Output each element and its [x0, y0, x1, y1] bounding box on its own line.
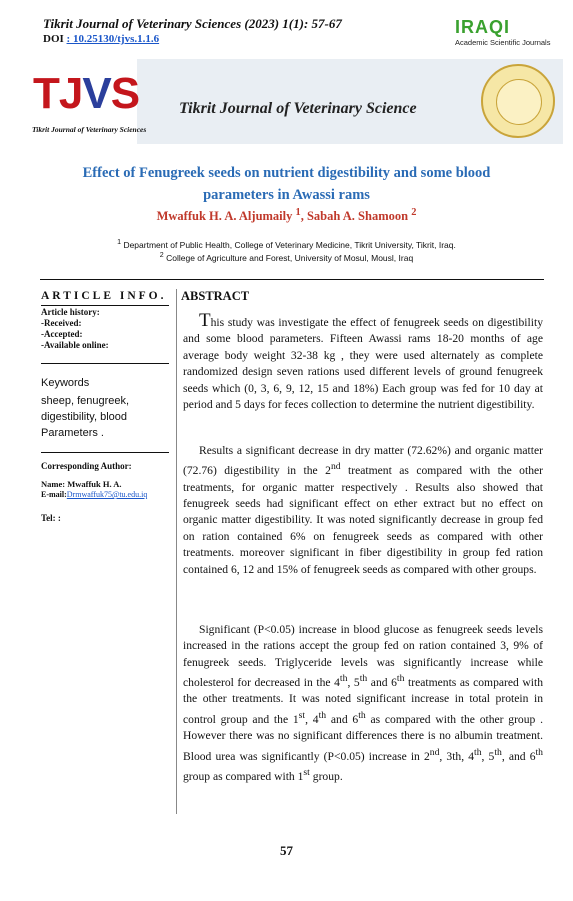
logo-letter-v: V: [82, 69, 111, 118]
corresponding-author-email: E-mail:Drmwaffuk75@tu.edu.iq: [41, 490, 148, 499]
affiliation-2: $^2$ College of Agriculture and Forest, University of Mosul, Mousl, Iraq: [159, 251, 414, 263]
iraqi-logo-subtitle: Academic Scientific Journals: [455, 38, 551, 47]
author-list: Mwaffuk H. A. Aljumaily $^1$, Sabah A. Shamoon $^2$: [156, 207, 417, 224]
doi-label: DOI: [43, 33, 64, 45]
banner-title: Tikrit Journal of Veterinary Science: [179, 100, 417, 117]
corresponding-author-heading: Corresponding Author:: [41, 461, 132, 471]
journal-banner: [29, 59, 563, 144]
author-1: Mwaffuk H. A. Aljumaily: [156, 209, 296, 224]
page-number: 57: [280, 843, 293, 858]
abstract-paragraph-3: Significant (P<0.05) increase in blood glucose as fenugreek seeds levels increased in the rations accept the group fed on ration contained 3, 9% of fenugreek seeds. Triglyceride levels was significantly increase while cholesterol for decreased in the 4th, 5th and 6th treatments as compared with the other treatments. It was noted significant increase in total protein in control group and the 1st, 4th and 6th as compared with the other group . However there was no significant differences there is no albumin treatment. Blood urea was significantly (P<0.05) increase in 2nd, 3th, 4th, 5th, and 6th group as compared with 1st group.: [183, 623, 544, 783]
article-info-panel: [41, 290, 169, 351]
logo-letter-t: T: [33, 69, 59, 118]
abstract-heading: ABSTRACT: [181, 289, 250, 303]
abstract-paragraph-2: Results a significant decrease in dry matter (72.62%) and organic matter (72.76) digestibility in the 2nd treatment as compared with the other treatments, for organic matter respectively . Results also showed that fenugreek seeds had significant effect on ether extract but no effect on organic matter digestibility. It was noted significantly decrease in group fed on ration contained 6% on fenugreek seeds as compared with other treatments. moreover significant in fiber digestibility in group fed ration contained 6, 12 and 15% of fenugreek seeds as compared with other groups.: [183, 444, 543, 576]
section-divider: [40, 279, 544, 280]
column-divider: [176, 289, 177, 814]
university-seal-icon: [481, 64, 555, 138]
article-info-heading: ARTICLE INFO.: [41, 290, 167, 302]
affiliation-1: $^1$ Department of Public Health, College of Veterinary Medicine, Tikrit University, Tikrit, Iraq.: [117, 238, 456, 250]
journal-citation: Tikrit Journal of Veterinary Sciences (2023) 1(1): 57-67: [43, 16, 342, 31]
keywords-list: sheep, fenugreek, digestibility, blood Parameters .: [41, 395, 130, 439]
doi-link[interactable]: : 10.25130/tjvs.1.1.6: [66, 33, 160, 45]
doi-line: [43, 33, 159, 45]
tjvs-logo-letters: [33, 65, 139, 123]
corresponding-author-tel: Tel: :: [41, 513, 61, 523]
paper-title-line1: Effect of Fenugreek seeds on nutrient digestibility and some blood: [82, 165, 491, 181]
logo-letter-j: J: [58, 69, 83, 118]
corresponding-author-name: Name: Mwaffuk H. A.: [41, 479, 122, 489]
logo-letter-s: S: [110, 69, 140, 118]
paper-title-line2: parameters in Awassi rams: [203, 187, 370, 203]
tjvs-logo-caption: Tikrit Journal of Veterinary Sciences: [32, 125, 147, 134]
email-link[interactable]: Drmwaffuk75@tu.edu.iq: [66, 490, 148, 499]
article-history: Article history: -Received: -Accepted: -Available online:: [41, 307, 109, 350]
tjvs-logo: [29, 59, 147, 144]
abstract-paragraph-1: This study was investigate the effect of fenugreek seeds on digestibility and some blood parameters. Fifteen Awassi rams 18-20 months of age average body weight 32-38 kg , they were used alternately as complete randomized design seven rations used different levels of ground fenugreek seeds which (0, 3, 6, 9, 12, 15 and 18%) Each group was fed for 10 day at period and 5 days for feces collection to determine the nutrient digestibility.: [183, 310, 543, 412]
author-2: Sabah A. Shamoon: [306, 209, 412, 224]
iraqi-logo-word: IRAQI: [455, 17, 511, 37]
paper-title: [30, 162, 543, 206]
iraqi-journals-logo: [455, 17, 565, 47]
keywords-heading: Keywords: [41, 377, 90, 389]
